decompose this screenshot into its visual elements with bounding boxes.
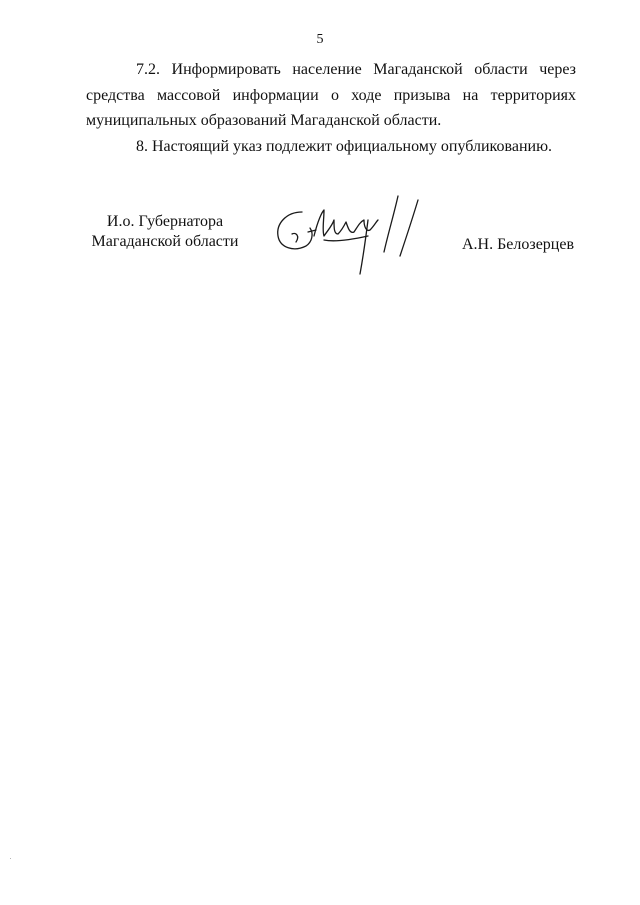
signer-name: А.Н. Белозерцев (462, 236, 575, 253)
paragraph-8: 8. Настоящий указ подлежит официальному опубликованию. (136, 138, 553, 155)
signer-position-line-2: Магаданской области (91, 233, 239, 250)
paragraph-7-2: 7.2. Информировать население Магаданской области через средства массовой информации о ходе призыва на территориях муниципальных образований Магаданской области. (86, 61, 576, 129)
signer-position-line-1: И.о. Губернатора (106, 213, 224, 230)
signer-position (80, 212, 250, 252)
page-number: 5 (316, 32, 324, 47)
scan-speck (10, 858, 11, 859)
handwritten-signature (272, 190, 432, 285)
